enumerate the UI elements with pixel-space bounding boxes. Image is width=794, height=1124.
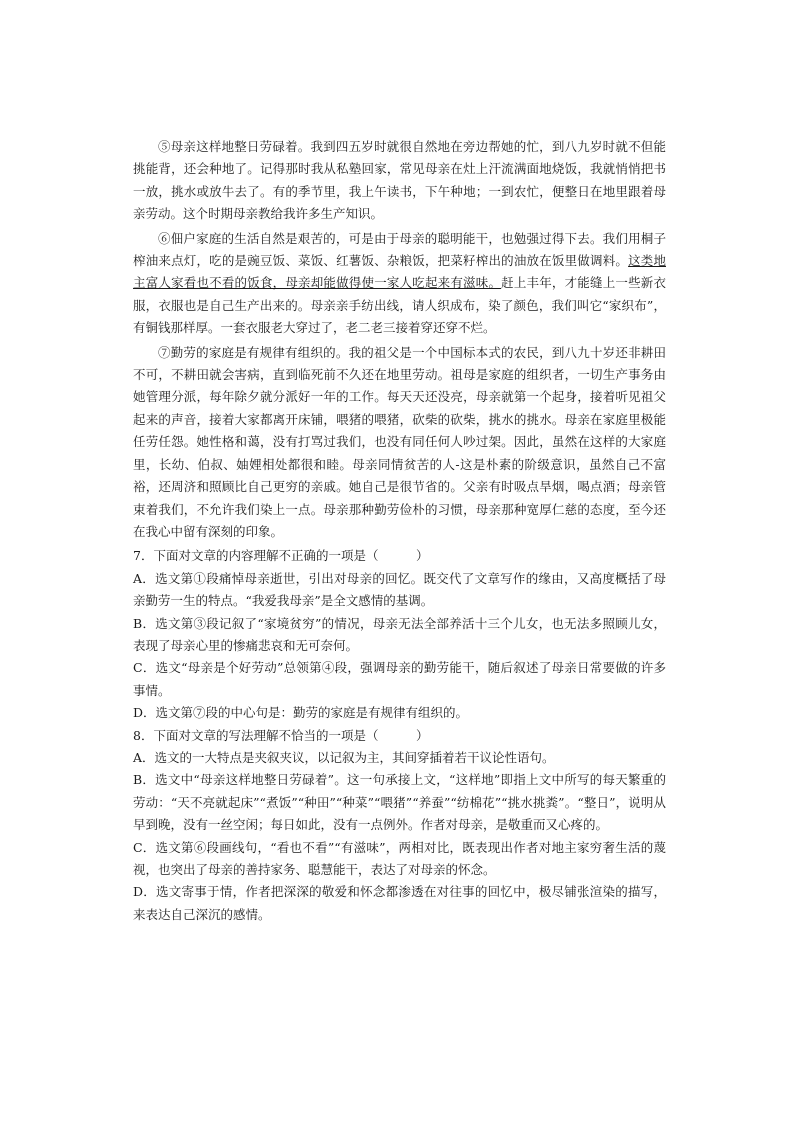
question-8-option-a: A．选文的一大特点是夹叙夹议，以记叙为主，其间穿插着若干议论性语句。 [133, 749, 555, 765]
question-8-option-b: B．选文中“母亲这样地整日劳碌着”。这一句承接上文，“这样地”即指上文中所写的每天繁重的劳动：“天不亮就起床”“煮饭”“种田”“种菜”“喂猪”“养蚕”“纺棉花”“挑水挑粪”。“整日”，说明从早到晚，没有一丝空闲；每日如此，没有一点例外。作者对母亲，是敬重而又心疼的。 [133, 772, 666, 833]
question-7-option-d: D．选文第⑦段的中心句是：勤劳的家庭是有规律有组织的。 [133, 705, 469, 721]
question-7-option-b: B．选文第③段记叙了“家境贫穷”的情况，母亲无法全部养活十三个儿女，也无法多照顾儿女，表现了母亲心里的惨痛悲哀和无可奈何。 [133, 615, 666, 653]
question-8-option-d: D．选文寄事于情，作者把深深的敬爱和怀念都渗透在对往事的回忆中，极尽铺张渲染的描写，来表达自己深沉的感情。 [133, 884, 666, 922]
paragraph-6-text-b: 赶上丰年，才能缝上一些新衣服，衣服也是自己生产出来的。母亲亲手纺出线，请人织成布，染了颜色，我们叫它“家织布”，有铜钱那样厚。一套衣服老大穿过了，老二老三接着穿还穿不烂。 [133, 275, 666, 336]
question-7-option-c: C．选文“母亲是个好劳动”总领第④段，强调母亲的勤劳能干，随后叙述了母亲日常要做的许多事情。 [133, 660, 666, 698]
paragraph-6-text-a: ⑥佃户家庭的生活自然是艰苦的，可是由于母亲的聪明能干，也勉强过得下去。我们用桐子榨油来点灯，吃的是豌豆饭、菜饭、红薯饭、杂粮饭，把菜籽榨出的油放在饭里做调料。 [133, 230, 666, 269]
question-7-option-a: A．选文第①段痛悼母亲逝世，引出对母亲的回忆。既交代了文章写作的缘由，又高度概括了母亲勤劳一生的特点。“我爱我母亲”是全文感情的基调。 [133, 570, 666, 609]
paragraph-7: ⑦勤劳的家庭是有规律有组织的。我的祖父是一个中国标本式的农民，到八九十岁还非耕田不可，不耕田就会害病，直到临死前不久还在地里劳动。祖母是家庭的组织者，一切生产事务由她管理分派，每年除夕就分派好一年的工作。每天天还没亮，母亲就第一个起身，接着听见祖父起来的声音，接着大家都离开床铺，喂猪的喂猪，砍柴的砍柴，挑水的挑水。母亲在家庭里极能任劳任怨。她性格和蔼，没有打骂过我们，也没有同任何人吵过架。因此，虽然在这样的大家庭里，长幼、伯叔、妯娌相处都很和睦。母亲同情贫苦的人-这是朴素的阶级意识，虽然自己不富裕，还周济和照顾比自己更穷的亲戚。她自己是很节省的。父亲有时吸点旱烟，喝点酒；母亲管束着我们，不允许我们染上一点。母亲那种勤劳俭朴的习惯，母亲那种宽厚仁慈的态度，至今还在我心中留有深刻的印象。 [133, 344, 666, 539]
underlined-sentence: 这类地主富人家看也不看的饭食，母亲却能做得使一家人吃起来有滋味。 [133, 253, 666, 291]
document-body [133, 136, 666, 926]
paragraph-5: ⑤母亲这样地整日劳碌着。我到四五岁时就很自然地在旁边帮她的忙，到八九岁时就不但能挑能背，还会种地了。记得那时我从私塾回家，常见母亲在灶上汗流满面地烧饭，我就悄悄把书一放，挑水或放牛去了。有的季节里，我上午读书，下午种地；一到农忙，便整日在地里跟着母亲劳动。这个时期母亲教给我许多生产知识。 [133, 139, 666, 222]
question-8-option-c: C．选文第⑥段画线句，“看也不看”“有滋味”，两相对比，既表现出作者对地主家穷奢生活的蔑视，也突出了母亲的善持家务、聪慧能干，表达了对母亲的怀念。 [133, 839, 666, 877]
question-7-stem: 7．下面对文章的内容理解不正确的一项是（ ） [133, 548, 429, 564]
question-8-stem: 8．下面对文章的写法理解不恰当的一项是（ ） [133, 727, 429, 743]
paragraph-6 [133, 228, 666, 340]
